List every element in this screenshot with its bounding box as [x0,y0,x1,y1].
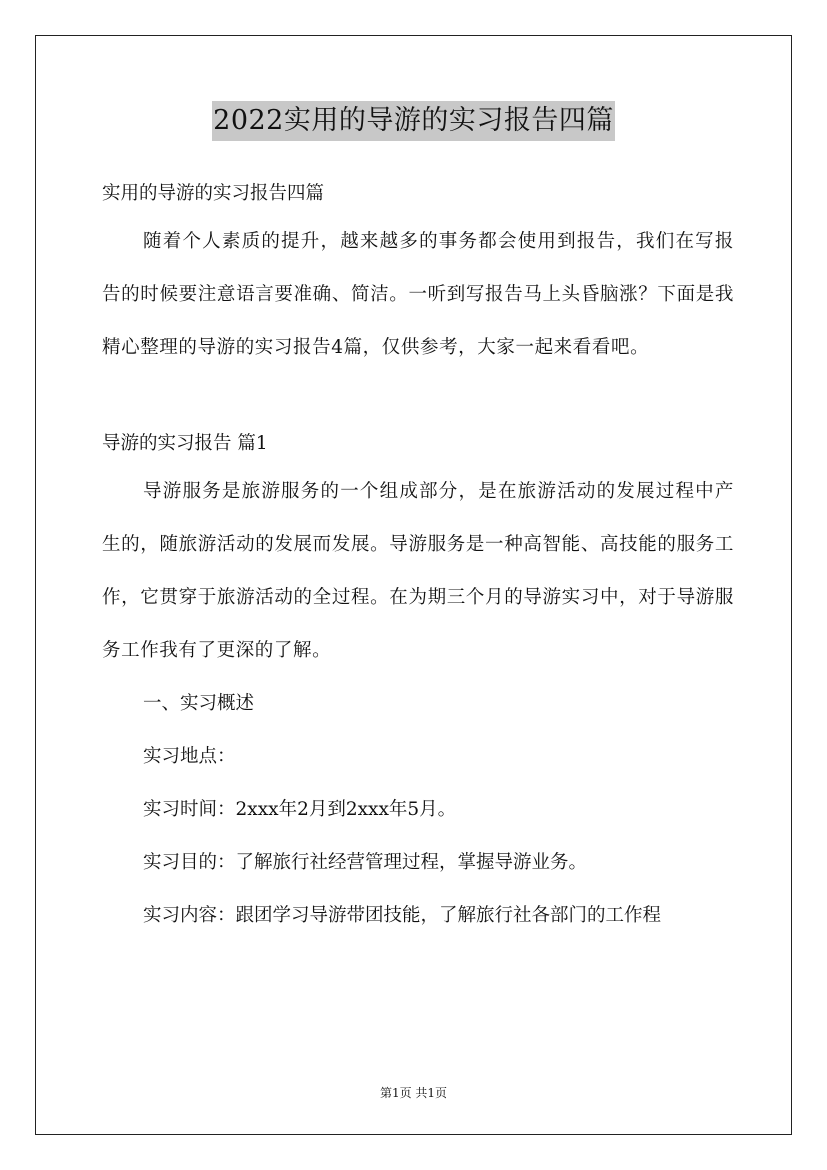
page-footer: 第1页 共1页 [379,1086,448,1100]
overview-heading: 一、实习概述 [143,693,255,714]
internship-location: 实习地点： [143,746,236,767]
intro-paragraph: 随着个人素质的提升，越来越多的事务都会使用到报告，我们在写报告的时候要注意语言要准确、简洁。一听到写报告马上头昏脑涨？下面是我精心整理的导游的实习报告4篇，仅供参考，大家一起来看看吧。 [102,231,734,358]
internship-purpose: 实习目的：了解旅行社经营管理过程，掌握导游业务。 [143,852,588,873]
document-body [102,172,734,942]
document-subtitle: 实用的导游的实习报告四篇 [102,183,325,204]
section-spacer [102,374,734,422]
internship-content: 实习内容：跟团学习导游带团技能，了解旅行社各部门的工作程 [143,905,662,926]
document-title: 2022实用的导游的实习报告四篇 [212,101,615,141]
section-paragraph: 导游服务是旅游服务的一个组成部分，是在旅游活动的发展过程中产生的，随旅游活动的发展而发展。导游服务是一种高智能、高技能的服务工作，它贯穿于旅游活动的全过程。在为期三个月的导游实习中，对于导游服务工作我有了更深的了解。 [102,481,734,661]
title-container [0,101,827,141]
internship-time: 实习时间：2xxx年2月到2xxx年5月。 [143,799,457,820]
section-heading: 导游的实习报告 篇1 [102,433,268,454]
